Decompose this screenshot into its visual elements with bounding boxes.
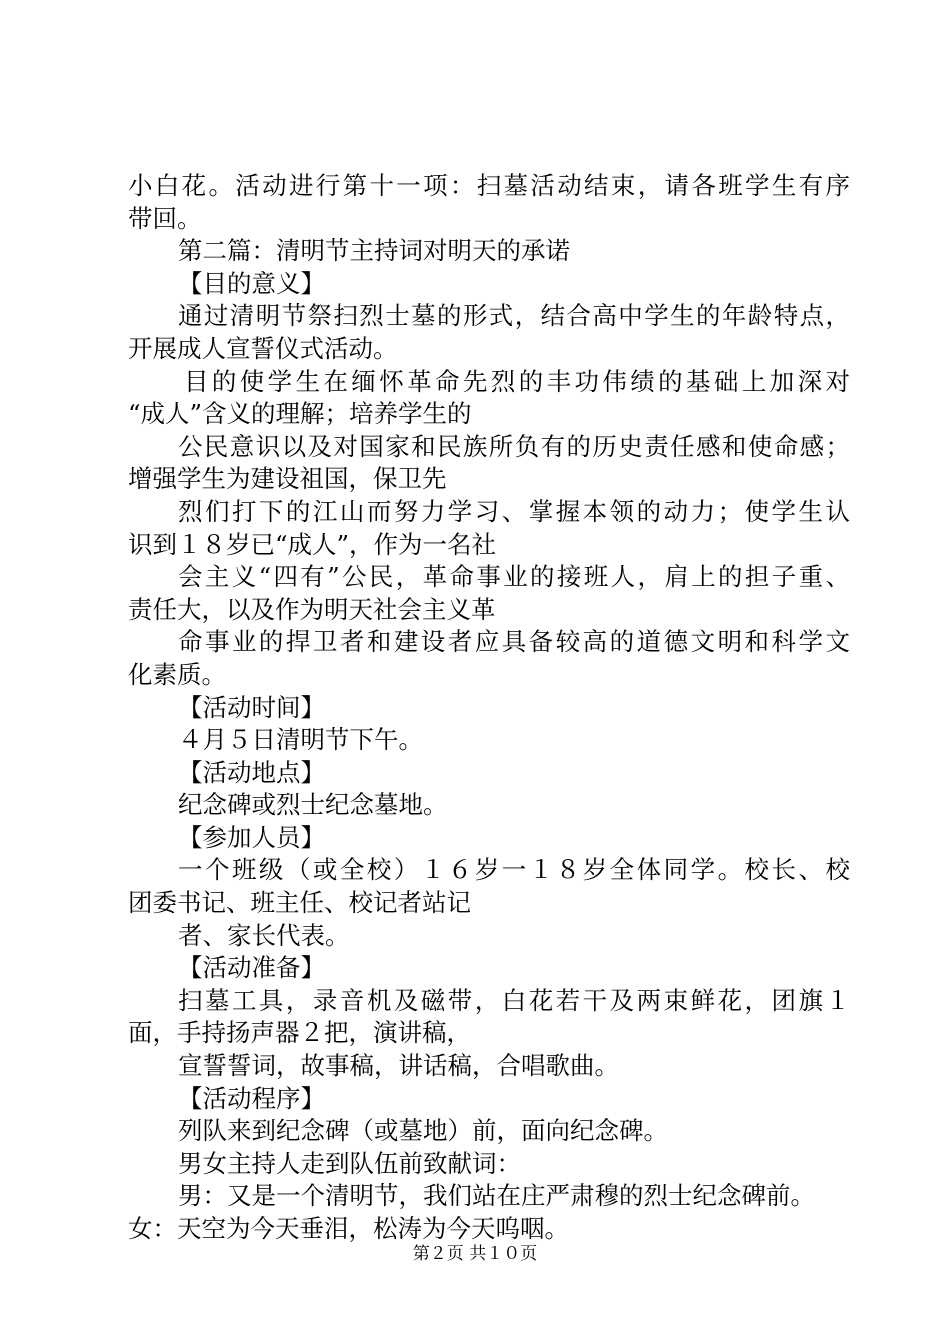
page-footer: [0, 1244, 950, 1264]
section-heading: 【目的意义】: [178, 268, 325, 298]
text-line: 男：又是一个清明节，我们站在庄严肃穆的烈士纪念碑前。: [178, 1181, 815, 1211]
page-number-label: 第２页 共１０页: [412, 1244, 538, 1264]
text-line: 一个班级（或全校）１６岁一１８岁全体同学。校长、校: [178, 855, 850, 885]
text-line: 带回。: [128, 203, 202, 233]
text-line: 宣誓誓词，故事稿，讲话稿，合唱歌曲。: [178, 1051, 619, 1081]
text-line: ４月５日清明节下午。: [178, 725, 423, 755]
text-line: 男女主持人走到队伍前致献词：: [178, 1148, 521, 1178]
section-heading: 第二篇：清明节主持词对明天的承诺: [178, 236, 570, 266]
text-line: 团委书记、班主任、校记者站记: [128, 888, 471, 918]
section-heading: 【活动地点】: [178, 757, 325, 787]
text-line: 命事业的捍卫者和建设者应具备较高的道德文明和科学文: [178, 627, 850, 657]
text-line: “成人”含义的理解；培养学生的: [128, 399, 472, 429]
text-line: 化素质。: [128, 659, 226, 689]
text-line: 女：天空为今天垂泪，松涛为今天呜咽。: [128, 1214, 569, 1243]
text-line: 扫墓工具，录音机及磁带，白花若干及两束鲜花，团旗１: [178, 985, 850, 1015]
text-line: 目的使学生在缅怀革命先烈的丰功伟绩的基础上加深对: [184, 366, 850, 396]
text-line: 识到１８岁已“成人”，作为一名社: [128, 529, 497, 559]
text-line: 开展成人宣誓仪式活动。: [128, 333, 398, 363]
section-heading: 【参加人员】: [178, 822, 325, 852]
text-line: 责任大，以及作为明天社会主义革: [128, 594, 496, 624]
text-line: 烈们打下的江山而努力学习、掌握本领的动力；使学生认: [178, 496, 850, 526]
text-line: 通过清明节祭扫烈士墓的形式，结合高中学生的年龄特点，: [178, 301, 850, 331]
text-line: 公民意识以及对国家和民族所负有的历史责任感和使命感；: [178, 431, 850, 461]
document-body: [128, 170, 850, 1246]
section-heading: 【活动时间】: [178, 692, 325, 722]
text-line: 纪念碑或烈士纪念墓地。: [178, 790, 448, 820]
text-line: 增强学生为建设祖国，保卫先: [128, 464, 447, 494]
text-line: 者、家长代表。: [178, 920, 350, 950]
text-line: 小白花。活动进行第十一项：扫墓活动结束，请各班学生有序: [128, 171, 850, 200]
section-heading: 【活动准备】: [178, 953, 325, 983]
text-line: 会主义“四有”公民，革命事业的接班人，肩上的担子重、: [178, 562, 850, 592]
text-line: 列队来到纪念碑（或墓地）前，面向纪念碑。: [178, 1116, 668, 1146]
section-heading: 【活动程序】: [178, 1083, 325, 1113]
text-line: 面，手持扬声器２把，演讲稿，: [128, 1018, 471, 1048]
